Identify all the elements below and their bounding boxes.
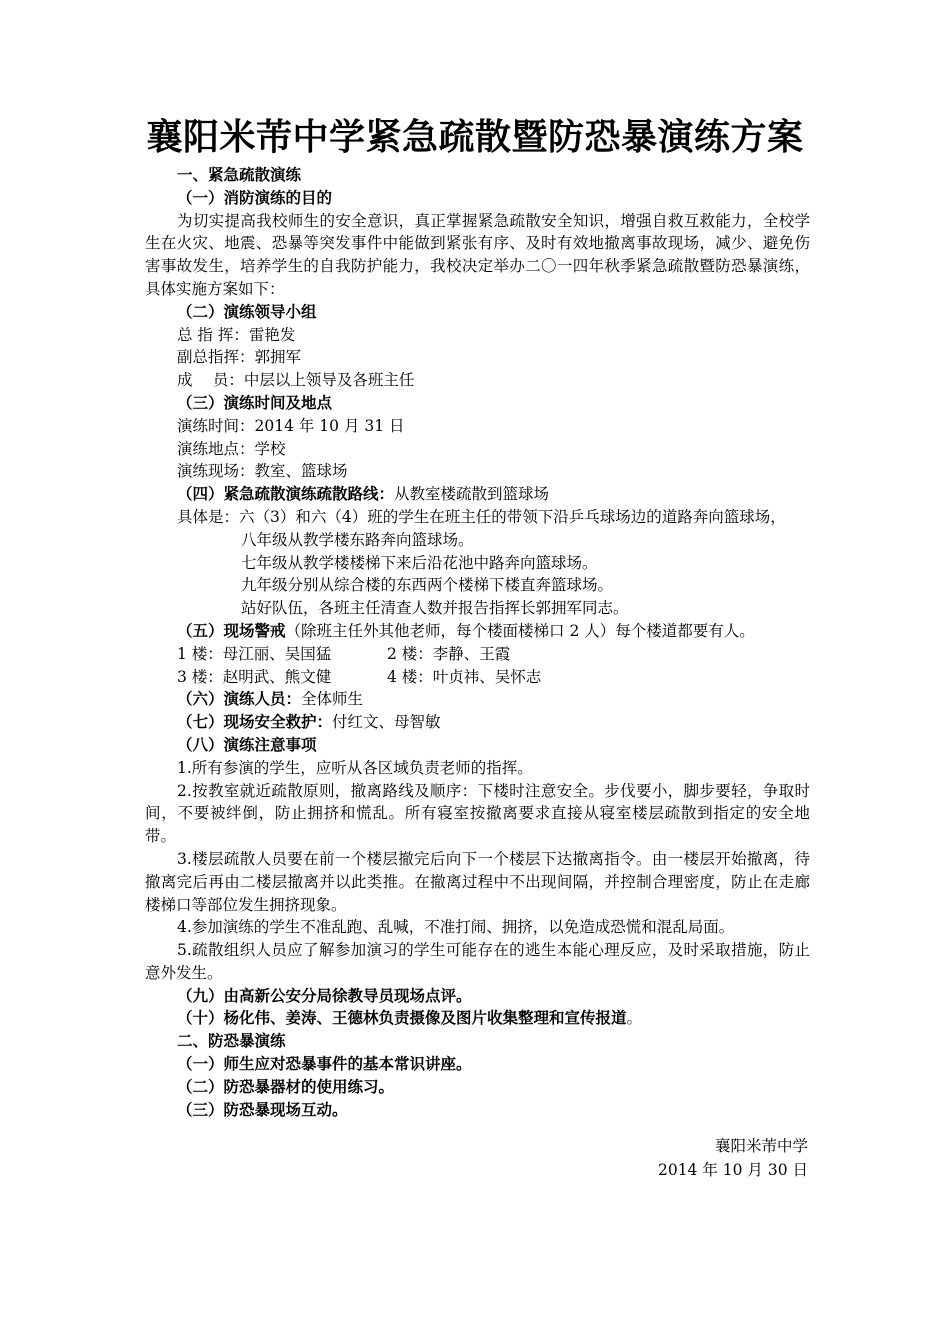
note-item-3: 3.楼层疏散人员要在前一个楼层撤完后向下一个楼层下达撤离指令。由一楼层开始撤离，待撤离完后再由二楼层撤离并以此类推。在撤离过程中不出现间隔，并控制合理密度，防止在走廊楼梯口等部位发生拥挤现象。 [145,849,810,914]
route-summary: 从教室楼疏散到篮球场 [394,485,550,504]
route-detail-grade8: 八年级从教学楼东路奔向篮球场。 [241,530,474,549]
participants-value: 全体师生 [301,690,364,709]
drill-time-line: 演练时间：2014 年 10 月 31 日 [177,416,405,435]
subsection-heading-participants: （六）演练人员： [177,690,302,709]
cordon-row-2 [145,666,810,689]
anti-terror-item-1: （一）师生应对恐暴事件的基本常识讲座。 [177,1055,472,1074]
subsection-heading-route: （四）紧急疏散演练疏散路线： [177,485,395,504]
cordon-note: （除班主任外其他老师，每个楼面楼梯口 2 人）每个楼道都要有人。 [285,621,755,640]
floor-2-staff: 2 楼：李静、王霞 [387,644,511,663]
media-line [145,1007,810,1030]
route-detail-grade9: 九年级分别从综合楼的东西两个楼梯下楼直奔篮球场。 [241,576,614,595]
anti-terror-item-2: （二）防恐暴器材的使用练习。 [177,1077,395,1096]
signature-date: 2014 年 10 月 30 日 [657,1161,808,1179]
subsection-heading-purpose: （一）消防演练的目的 [177,188,333,207]
floor-4-staff: 4 楼：叶贞祎、吴怀志 [387,667,542,686]
drill-place-line: 演练地点：学校 [177,439,286,458]
page-title: 襄阳米芾中学紧急疏散暨防恐暴演练方案 [146,117,804,158]
note-item-2: 2.按教室就近疏散原则，撤离路线及顺序：下楼时注意安全。步伐要小，脚步要轻，争取时间，不要被绊倒，防止拥挤和慌乱。所有寝室按撤离要求直接从寝室楼层疏散到指定的安全地带。 [145,781,810,846]
media-line-end: 。 [626,1009,643,1028]
leader-line-members: 成 员：中层以上领导及各班主任 [177,371,415,390]
subsection-heading-media: （十）杨化伟、姜涛、王德林负责摄像及图片收集整理和宣传报道 [177,1009,627,1028]
leader-line-commander: 总 指 挥：雷艳发 [177,325,296,344]
document-body [145,164,810,1121]
route-detail-lineup: 站好队伍，各班主任清查人数并报告指挥长郭拥军同志。 [241,599,629,618]
section-heading-anti-terror: 二、防恐暴演练 [177,1032,286,1051]
section-heading-evacuation: 一、紧急疏散演练 [177,166,302,184]
route-detail-first: 具体是：六（3）和六（4）班的学生在班主任的带领下沿乒乓球场边的道路奔向篮球场， [177,507,786,526]
note-item-4: 4.参加演练的学生不准乱跑、乱喊，不准打闹、拥挤，以免造成恐慌和混乱局面。 [177,918,735,937]
rescue-line [145,711,810,734]
note-item-5: 5.疏散组织人员应了解参加演习的学生可能存在的逃生本能心理反应，及时采取措施，防止意外发生。 [145,941,810,982]
drill-site-line: 演练现场：教室、篮球场 [177,462,348,481]
subsection-heading-notes: （八）演练注意事项 [177,735,317,754]
rescue-value: 付红文、母智敏 [332,713,441,732]
participants-line [145,688,810,711]
floor-1-staff: 1 楼：母江丽、吴国猛 [177,644,332,663]
purpose-paragraph: 为切实提高我校师生的安全意识，真正掌握紧急疏散安全知识，增强自救互救能力，全校学生在火灾、地震、恐暴等突发事件中能做到紧张有序、及时有效地撤离事故现场，减少、避免伤害事故发生，培养学生的自我防护能力，我校决定举办二〇一四年秋季紧急疏散暨防恐暴演练，具体实施方案如下： [145,211,810,298]
subsection-heading-leadership: （二）演练领导小组 [177,302,317,321]
subsection-heading-time-place: （三）演练时间及地点 [177,393,333,412]
evacuation-route-line [145,483,810,506]
signature-org: 襄阳米芾中学 [714,1137,808,1155]
anti-terror-item-3: （三）防恐暴现场互动。 [177,1100,348,1119]
note-item-1: 1.所有参演的学生，应听从各区域负责老师的指挥。 [177,758,533,777]
floor-3-staff: 3 楼：赵明武、熊文健 [177,667,332,686]
leader-line-deputy: 副总指挥：郭拥军 [177,348,302,367]
route-detail-grade7: 七年级从教学楼楼梯下来后沿花池中路奔向篮球场。 [241,553,598,572]
cordon-row-1 [145,643,810,666]
subsection-heading-cordon: （五）现场警戒 [177,621,286,640]
subsection-heading-review: （九）由高新公安分局徐教导员现场点评。 [177,986,472,1005]
cordon-line [145,620,810,643]
subsection-heading-rescue: （七）现场安全救护： [177,713,333,732]
